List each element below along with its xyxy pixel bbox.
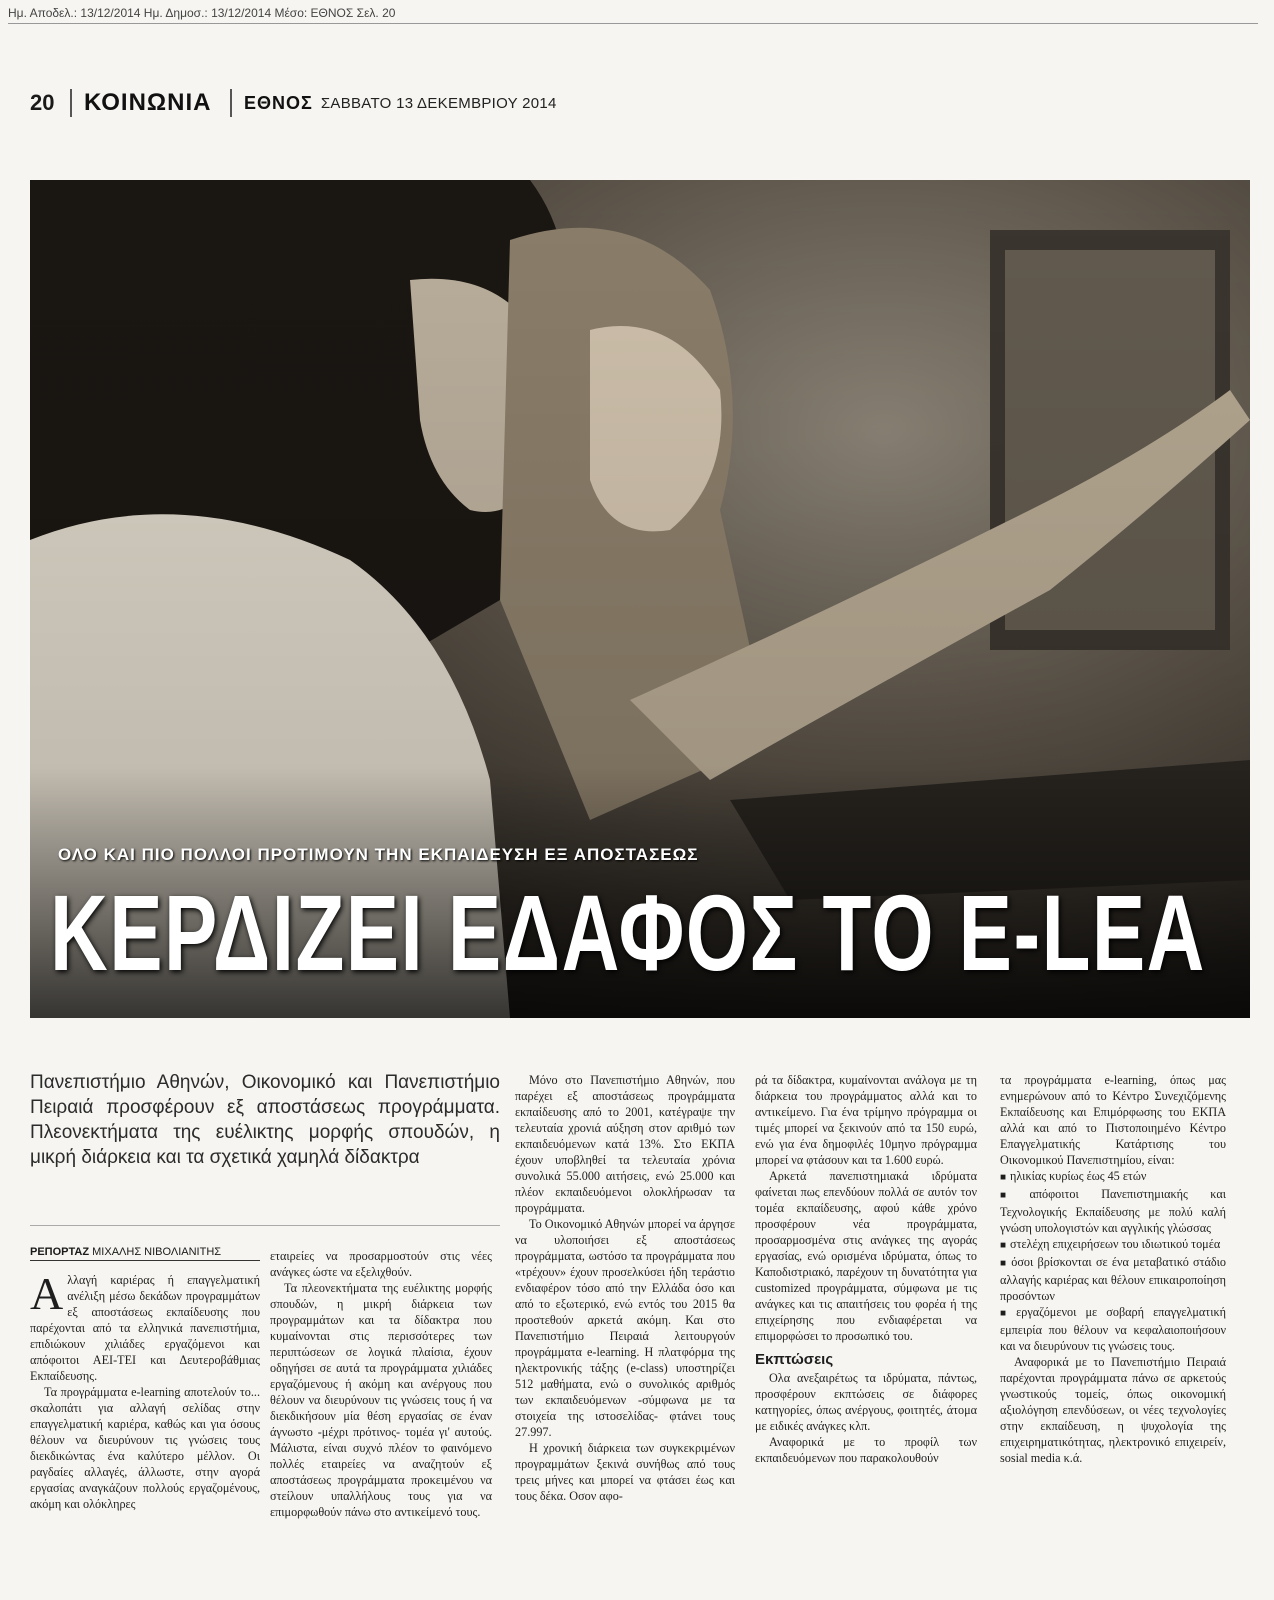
lede-divider [30, 1225, 500, 1226]
column-paragraph [30, 1268, 260, 1384]
clipping-meta-line: Ημ. Αποδελ.: 13/12/2014 Ημ. Δημοσ.: 13/12/2014 Μέσο: ΕΘΝΟΣ Σελ. 20 [8, 6, 1258, 24]
column-paragraph: Η χρονική διάρκεια των συγκεκριμένων προγραμμάτων ξεκινά συνήθως από τους τρεις μήνες και μπορεί να φτάσει έως και τους δέκα. Οσον αφο- [515, 1441, 735, 1503]
column-paragraph: Αρκετά πανεπιστημιακά ιδρύματα φαίνεται πως επενδύουν πολλά σε αυτόν τον τομέα εκπαίδευσης, αφού κάθε χρόνο προσφέρουν νέα προγράμματα, προσαρμοσμένα στις ανάγκες της αγοράς εργασίας, ενώ ορισμένα ιδρύματα, όπως το Καποδιστριακό, παρέχουν τη δυνατότητα για customized προγράμματα, σύμφωνα με τις ανάγκες και τις απαιτήσεις του φορέα ή της επιχείρησης που ενδιαφέρεται να επιμορφώσει το προσωπικό του. [755, 1169, 977, 1343]
headline: ΚΕΡΔΙΖΕΙ ΕΔΑΦΟΣ ΤΟ E-LEA [50, 872, 1206, 993]
column-paragraph: Μόνο στο Πανεπιστήμιο Αθηνών, που παρέχει εξ αποστάσεως προγράμματα εκπαίδευσης από το 2001, κατέγραψε την τελευταία χρονιά αύξηση στον αριθμό των εκπαιδευόμενων κατά 13%. Στο ΕΚΠΑ έχουν υποβληθεί τα τελευταία χρόνια συνολικά 55.000 αιτήσεις, ενώ 25.000 και πλέον εκπαιδευόμενοι ολοκλήρωσαν τα προγράμματα. [515, 1073, 735, 1215]
masthead-divider [70, 89, 72, 117]
article-column-4 [755, 1072, 977, 1466]
byline-tag: ΡΕΠΟΡΤΑΖ [30, 1246, 90, 1258]
byline [30, 1246, 260, 1261]
column-paragraph: Τα προγράμματα e-learning αποτελούν το... σκαλοπάτι για αλλαγή σελίδας στην επαγγελματική καριέρα, καθώς και για όσους θέλουν να διευρύνουν τις γνώσεις τους διεκδικώντας ένα καλύτερο μέλλον. Οι ραγδαίες αλλαγές, άλλωστε, στην αγορά εργασίας αναγκάζουν πολλούς εργαζομένους, ακόμη και ολόκληρες [30, 1385, 260, 1511]
profile-bullet: ■ εργαζόμενοι με σοβαρή επαγγελματική εμπειρία που θέλουν να κεφαλαιοποιήσουν και να διευρύνουν τις γνώσεις τους. [1000, 1304, 1226, 1354]
issue-date: ΣΑΒΒΑΤΟ 13 ΔΕΚΕΜΒΡΙΟΥ 2014 [320, 94, 557, 112]
article-column-3 [515, 1072, 735, 1504]
column-paragraph: Ολα ανεξαιρέτως τα ιδρύματα, πάντως, προσφέρουν εκπτώσεις σε διάφορες κατηγορίες, όπως ανέργους, φοιτητές, άτομα με ειδικές ανάγκες κλπ. [755, 1371, 977, 1433]
headline-kicker: ΟΛΟ ΚΑΙ ΠΙΟ ΠΟΛΛΟΙ ΠΡΟΤΙΜΟΥΝ ΤΗΝ ΕΚΠΑΙΔΕΥΣΗ ΕΞ ΑΠΟΣΤΑΣΕΩΣ [58, 845, 699, 864]
article-column-5 [1000, 1072, 1226, 1466]
column-paragraph: Τα πλεονεκτήματα της ευέλικτης μορφής σπουδών, η μικρή διάρκεια των προγραμμάτων και τα δίδακτρα που κυμαίνονται στις περισσότερες των περιπτώσεων σε λογικά πλαίσια, έχουν οδηγήσει σε αυτά τα προγράμματα χιλιάδες εργαζόμενους ή ακόμη και ανέργους που θέλουν να διευρύνουν τις γνώσεις τους ή να διεκδικήσουν μία θέση εργασίας σε έναν άγνωστο -μέχρι πρότινος- τομέα γι' αυτούς. Μάλιστα, είναι συχνό πλέον το φαινόμενο πολλές εταιρείες να αναζητούν εξ αποστάσεως προγράμματα προκειμένου να στείλουν υπαλλήλους τους για να επιμορφωθούν πάνω στο αντικείμενό τους. [270, 1281, 492, 1519]
column-paragraph: Αναφορικά με το προφίλ των εκπαιδευόμενων που παρακολουθούν [755, 1435, 977, 1465]
profile-bullet: ■ στελέχη επιχειρήσεων του ιδιωτικού τομέα [1000, 1236, 1226, 1254]
article-column-1 [30, 1268, 260, 1512]
column-paragraph: ρά τα δίδακτρα, κυμαίνονται ανάλογα με τη διάρκεια του προγράμματος αλλά και το αντικείμενο. Για ένα τρίμηνο πρόγραμμα οι τιμές μπορεί να ξεκινούν από τα 150 ευρώ, ενώ για ένα δημοφιλές 10μηνο πρόγραμμα μπορεί να φτάσουν και τα 1.600 ευρώ. [755, 1073, 977, 1167]
drop-cap: Α [30, 1268, 64, 1319]
column-paragraph: Το Οικονομικό Αθηνών μπορεί να άργησε να υλοποιήσει εξ αποστάσεως προγράμματα, ωστόσο τα προγράμματα που «τρέχουν» έχουν προσελκύσει ήδη τεράστιο ενδιαφέρον τόσο από την Ελλάδα όσο και από το εξωτερικό, ενώ εντός του 2015 θα προστεθούν αρκετά ακόμη. Και στο Πανεπιστήμιο Πειραιά λειτουργούν προγράμματα e-learning. Η πλατφόρμα της ηλεκτρονικής τάξης (e-class) υποστηρίζει 512 μαθήματα, ενώ ο συνολικός αριθμός των εκπαιδευόμενων -σύμφωνα με τα στοιχεία της ιστοσελίδας- φτάνει τους 27.997. [515, 1217, 735, 1439]
profile-bullet: ■ απόφοιτοι Πανεπιστημιακής και Τεχνολογικής Εκπαίδευσης με πολύ καλή γνώση υπολογιστών και αγγλικής γλώσσας [1000, 1186, 1226, 1236]
paragraph-text: λλαγή καριέρας ή επαγγελματική ανέλιξη μέσω δεκάδων προγραμμάτων εξ αποστάσεως εκπαίδευσης που παρέχονται από τα ελληνικά πανεπιστήμια, επιδιώκουν χιλιάδες εργαζόμενοι και απόφοιτοι ΑΕΙ-ΤΕΙ και Δευτεροβάθμιας Εκπαίδευσης. [30, 1273, 260, 1383]
article-lede: Πανεπιστήμιο Αθηνών, Οικονομικό και Πανεπιστήμιο Πειραιά προσφέρουν εξ αποστάσεως προγράμματα. Πλεονεκτήματα της ευέλικτης μορφής σπουδών, η μικρή διάρκεια και τα σχετικά χαμηλά δίδακτρα [30, 1072, 500, 1168]
column-paragraph: Αναφορικά με το Πανεπιστήμιο Πειραιά παρέχονται προγράμματα πάνω σε αρκετούς γνωστικούς τομείς, όπως οικονομική αξιολόγηση επενδύσεων, οι νέες τεχνολογίες στην εκπαίδευση, η ψυχολογία της επιχειρηματικότητας, ηλεκτρονικό επιχειρείν, sosial media κ.ά. [1000, 1355, 1226, 1465]
profile-bullet: ■ ηλικίας κυρίως έως 45 ετών [1000, 1168, 1226, 1186]
column-paragraph: εταιρείες να προσαρμοστούν στις νέες ανάγκες ώστε να εξελιχθούν. [270, 1249, 492, 1279]
article-column-2 [270, 1248, 492, 1520]
section-name: ΚΟΙΝΩΝΙΑ [84, 89, 212, 116]
masthead [30, 86, 1250, 120]
page-number: 20 [30, 90, 55, 115]
masthead-divider [230, 89, 232, 117]
article-photo [30, 180, 1250, 1018]
column-paragraph: τα προγράμματα e-learning, όπως μας ενημερώνουν από το Κέντρο Συνεχιζόμενης Εκπαίδευσης και Επιμόρφωσης του ΕΚΠΑ αλλά και από το Πιστοποιημένο Κέντρο Επαγγελματικής Κατάρτισης του Οικονομικού Πανεπιστημίου, είναι: [1000, 1073, 1226, 1167]
subheading: Εκπτώσεις [755, 1351, 834, 1368]
newspaper-logo: ΕΘΝΟΣ [244, 92, 313, 113]
profile-bullet: ■ όσοι βρίσκονται σε ένα μεταβατικό στάδιο αλλαγής καριέρας και θέλουν επικαιροποίηση προσόντων [1000, 1254, 1226, 1304]
byline-author: ΜΙΧΑΛΗΣ ΝΙΒΟΛΙΑΝΙΤΗΣ [92, 1246, 222, 1258]
